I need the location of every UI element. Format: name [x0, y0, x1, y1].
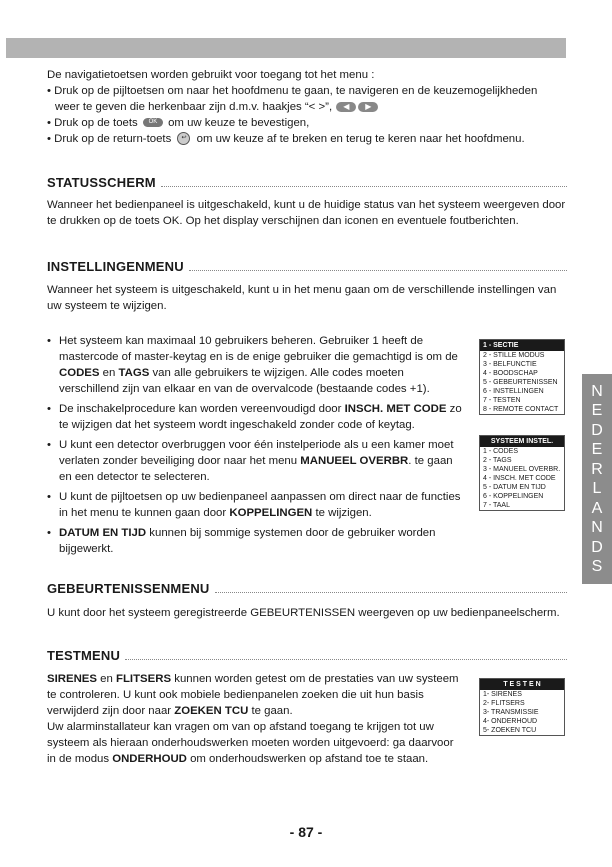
- menu-row: 7 - TESTEN: [483, 397, 521, 404]
- sidebar-letter: N: [591, 382, 603, 400]
- menu-systeem-box: [479, 435, 565, 511]
- testmenu-heading: TESTMENU: [47, 647, 567, 663]
- return-key-icon: ↩: [177, 132, 190, 145]
- menu-testen-box: [479, 678, 565, 736]
- menu-sectie-header: 1 - SECTIE: [480, 340, 564, 351]
- testmenu-paragraph-2: Uw alarminstallateur kan vragen om van op afstand toegang te krijgen tot uw systeem als hieraan onderhoudswerken moeten worden uitgevoerd: ga daarvoor in de modus ONDERHOUD om onderhoudswerken op afstand toe te staan.: [47, 721, 454, 765]
- sidebar-letter: L: [592, 480, 602, 497]
- ok-key-icon: [143, 118, 163, 127]
- gebeurtenissenmenu-body: U kunt door het systeem geregistreerde GEBEURTENISSEN weergeven op uw bedienpaneelscherm.: [47, 607, 560, 619]
- statusscherm-body: Wanneer het bedienpaneel is uitgeschakeld, kunt u de huidige status van het systeem weergeven door te drukken op de toets OK. Op het display verschijnen dan iconen en eventuele foutberichten.: [47, 199, 566, 227]
- menu-row: 2- FLITSERS: [483, 700, 525, 707]
- menu-row: 3 - MANUEEL OVERBR.: [483, 466, 561, 473]
- language-tab: [582, 374, 612, 584]
- intro-bullet-arrows: • Druk op de pijltoetsen om naar het hoofdmenu te gaan, te navigeren en de keuzemogelijkheden: [47, 85, 538, 97]
- menu-row: 4- ONDERHOUD: [483, 718, 538, 725]
- menu-row: 4 - BOODSCHAP: [483, 370, 538, 377]
- menu-sectie-box: [479, 339, 565, 415]
- menu-row: 7 - TAAL: [483, 502, 510, 509]
- header-bar: [6, 38, 566, 58]
- gebeurtenissenmenu-heading: GEBEURTENISSENMENU: [47, 580, 567, 596]
- menu-systeem-header: SYSTEEM INSTEL.: [480, 436, 564, 447]
- menu-row: 5 - DATUM EN TIJD: [483, 484, 546, 491]
- instellingen-bullets: [47, 333, 467, 561]
- menu-row: 5- ZOEKEN TCU: [483, 727, 537, 734]
- menu-row: 1- SIRENES: [483, 691, 522, 698]
- menu-row: 3 - BELFUNCTIE: [483, 361, 537, 368]
- menu-row: 8 - REMOTE CONTACT: [483, 406, 559, 413]
- sidebar-letter: A: [591, 499, 603, 517]
- page-number: - 87 -: [289, 824, 323, 840]
- sidebar-letter: E: [591, 402, 603, 419]
- menu-testen-header: T E S T E N: [480, 679, 564, 690]
- intro-bullet-ok: • Druk op de toets OK om uw keuze te bevestigen,: [47, 115, 567, 131]
- sidebar-letter: S: [591, 558, 603, 575]
- intro-bullet-arrows-cont: weer te geven die herkenbaar zijn d.m.v. haakjes “< >”, ◀ ▶: [47, 99, 567, 115]
- instellingenmenu-heading: INSTELLINGENMENU: [47, 258, 567, 274]
- menu-row: 6 - INSTELLINGEN: [483, 388, 544, 395]
- sidebar-letter: D: [591, 538, 603, 556]
- menu-row: 6 - KOPPELINGEN: [483, 493, 544, 500]
- intro-bullet-return: • Druk op de return-toets ↩ om uw keuze af te breken en terug te keren naar het hoofdmenu.: [47, 133, 525, 145]
- sidebar-letter: D: [591, 421, 603, 439]
- sidebar-letter: E: [591, 441, 603, 458]
- menu-row: 4 - INSCH. MET CODE: [483, 475, 556, 482]
- sidebar-letter: N: [591, 519, 603, 536]
- intro-line: De navigatietoetsen worden gebruikt voor toegang tot het menu :: [47, 69, 375, 81]
- menu-row: 5 - GEBEURTENISSEN: [483, 379, 558, 386]
- menu-row: 3- TRANSMISSIE: [483, 709, 539, 716]
- arrow-right-key-icon: ▶: [358, 102, 378, 112]
- list-item: • U kunt een detector overbruggen voor één instelperiode als u een kamer moet verlaten zonder beveiliging door naar het menu MANUEEL OVERBR. te gaan en een detector te selecteren.: [47, 437, 467, 485]
- sidebar-letter: R: [591, 460, 603, 478]
- intro-text: [47, 67, 567, 147]
- menu-row: 2 - TAGS: [483, 457, 512, 464]
- list-item: • Het systeem kan maximaal 10 gebruikers beheren. Gebruiker 1 heeft de mastercode of master-keytag en is de enige gebruiker die gemachtigd is om de CODES en TAGS van alle gebruikers te wijzigen. Alle codes moeten verschillend zijn van elkaar en van de overvalcode (bestaande codes +1).: [47, 333, 467, 397]
- statusscherm-heading: STATUSSCHERM: [47, 174, 567, 190]
- arrow-left-key-icon: ◀: [336, 102, 356, 112]
- testmenu-paragraph-1: SIRENES en FLITSERS kunnen worden getest om de prestaties van uw systeem te controleren. U kunt ook mobiele bedienpanelen zoeken die uit hun basis verwijderd zijn door naar ZOEKEN TCU te gaan.: [47, 673, 459, 717]
- testmenu-body: [47, 671, 465, 767]
- list-item: • DATUM EN TIJD kunnen bij sommige systemen door de gebruiker worden bijgewerkt.: [47, 525, 467, 557]
- menu-row: 1 - CODES: [483, 448, 519, 455]
- instellingenmenu-body: Wanneer het systeem is uitgeschakeld, kunt u in het menu gaan om de verschillende instellingen van uw systeem te wijzigen.: [47, 284, 557, 312]
- list-item: • U kunt de pijltoetsen op uw bedienpaneel aanpassen om direct naar de functies in het menu te kunnen gaan door KOPPELINGEN te wijzigen.: [47, 489, 467, 521]
- menu-row: 2 - STILLE MODUS: [483, 352, 545, 359]
- list-item: • De inschakelprocedure kan worden vereenvoudigd door INSCH. MET CODE zo te wijzigen dat het systeem wordt ingeschakeld zonder code of keytag.: [47, 401, 467, 433]
